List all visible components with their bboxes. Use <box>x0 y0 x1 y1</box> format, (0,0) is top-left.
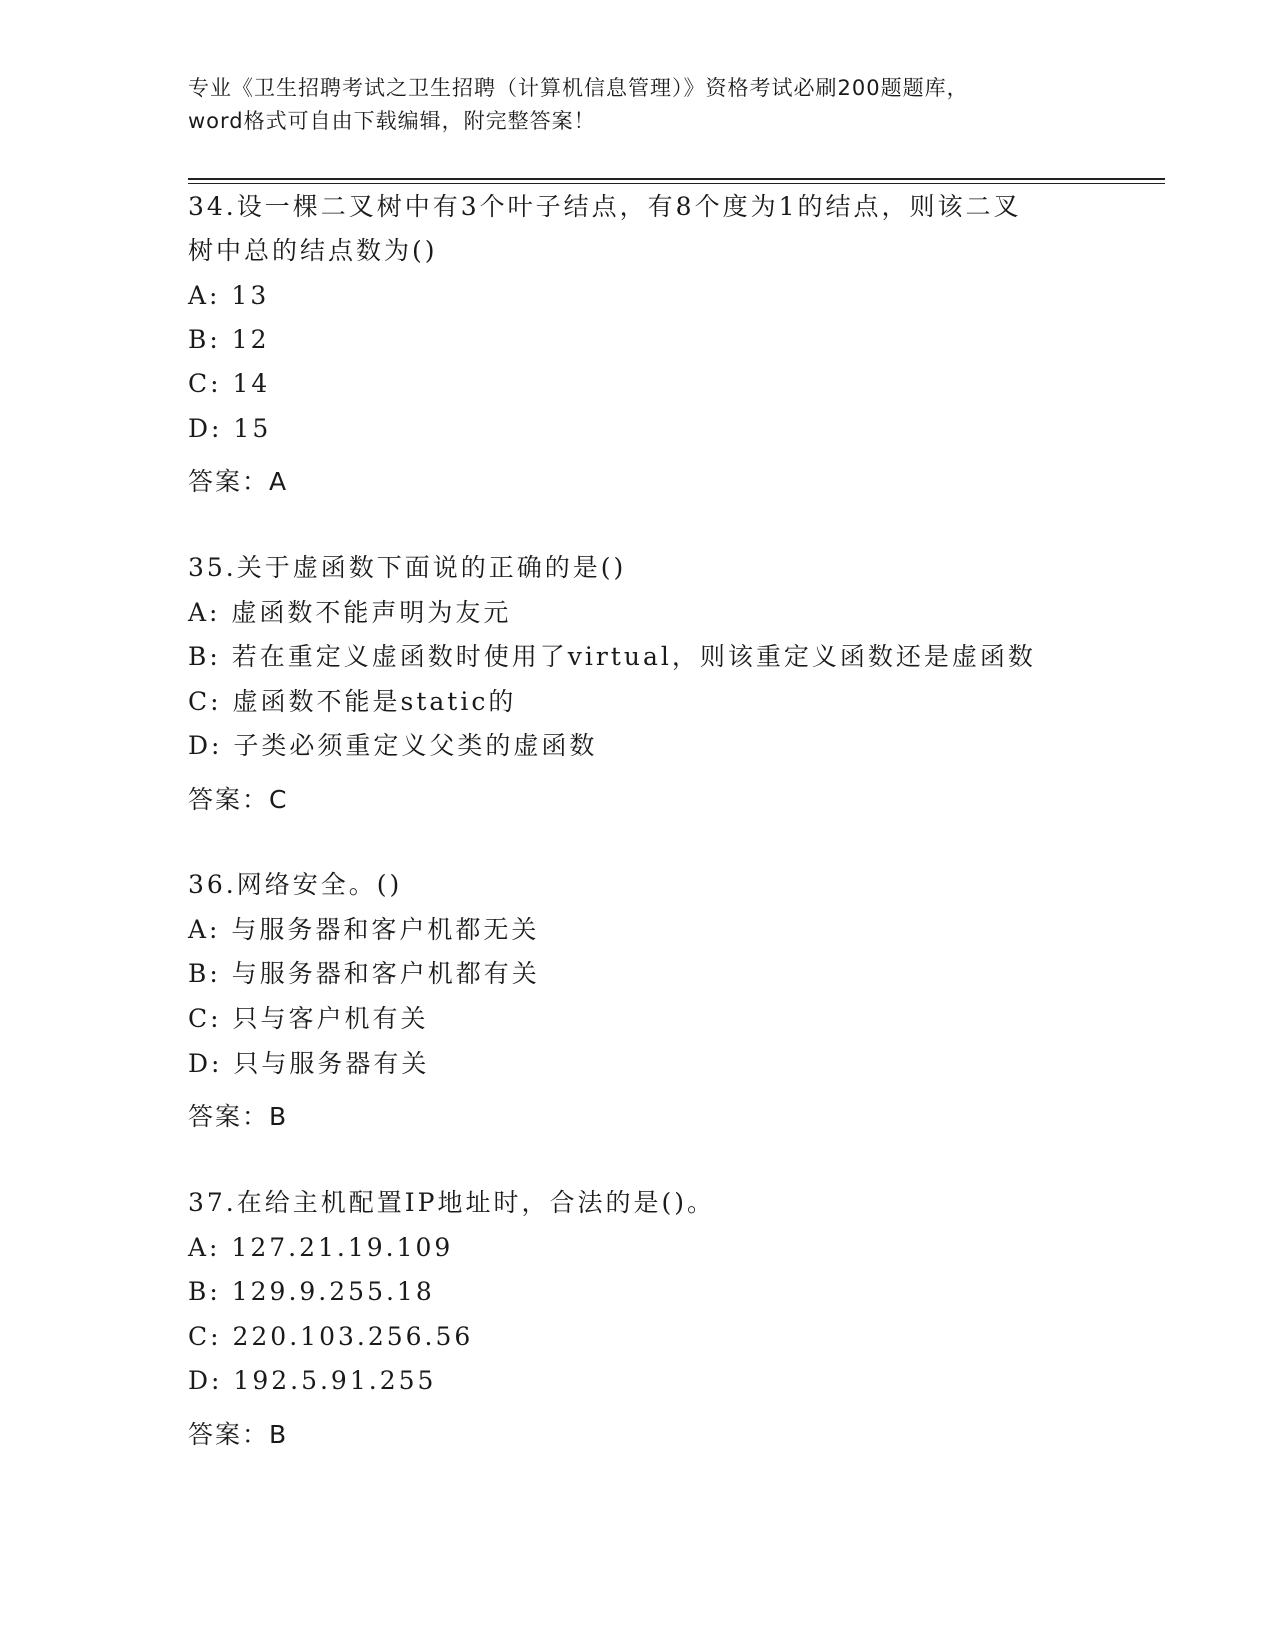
question-35-option-d: D: 子类必须重定义父类的虚函数 <box>188 731 598 760</box>
question-37-option-a: A: 127.21.19.109 <box>188 1233 454 1262</box>
question-34-option-c: C: 14 <box>188 369 271 398</box>
question-34-stem-line-1: 34.设一棵二叉树中有3个叶子结点，有8个度为1的结点，则该二叉 <box>188 192 1022 221</box>
question-34-answer: 答案：A <box>188 467 289 496</box>
document-header <box>188 72 1088 138</box>
question-37-option-c: C: 220.103.256.56 <box>188 1322 474 1351</box>
question-37-answer: 答案：B <box>188 1420 289 1449</box>
header-line-2: word格式可自由下载编辑，附完整答案！ <box>188 109 596 133</box>
question-36-answer: 答案：B <box>188 1102 289 1131</box>
question-34-option-a: A: 13 <box>188 281 270 310</box>
question-35-answer: 答案：C <box>188 785 289 814</box>
question-34-option-b: B: 12 <box>188 325 270 354</box>
question-36-stem-line-1: 36.网络安全。() <box>188 870 403 899</box>
header-line-1: 专业《卫生招聘考试之卫生招聘（计算机信息管理）》资格考试必刷200题题库， <box>188 76 969 100</box>
question-36-option-b: B: 与服务器和客户机都有关 <box>188 959 540 988</box>
header-divider-top <box>188 178 1165 180</box>
question-34-option-d: D: 15 <box>188 414 272 443</box>
question-35-option-b: B: 若在重定义虚函数时使用了virtual，则该重定义函数还是虚函数 <box>188 642 1036 671</box>
question-36-option-a: A: 与服务器和客户机都无关 <box>188 915 540 944</box>
question-37-stem-line-1: 37.在给主机配置IP地址时，合法的是()。 <box>188 1188 715 1217</box>
question-36-option-d: D: 只与服务器有关 <box>188 1049 430 1078</box>
question-35-stem-line-1: 35.关于虚函数下面说的正确的是() <box>188 553 627 582</box>
question-37-option-b: B: 129.9.255.18 <box>188 1277 435 1306</box>
question-34-stem-line-2: 树中总的结点数为() <box>188 236 438 265</box>
question-37-option-d: D: 192.5.91.255 <box>188 1366 437 1395</box>
question-36-option-c: C: 只与客户机有关 <box>188 1004 429 1033</box>
question-35-option-a: A: 虚函数不能声明为友元 <box>188 598 512 627</box>
question-35-option-c: C: 虚函数不能是static的 <box>188 687 517 716</box>
